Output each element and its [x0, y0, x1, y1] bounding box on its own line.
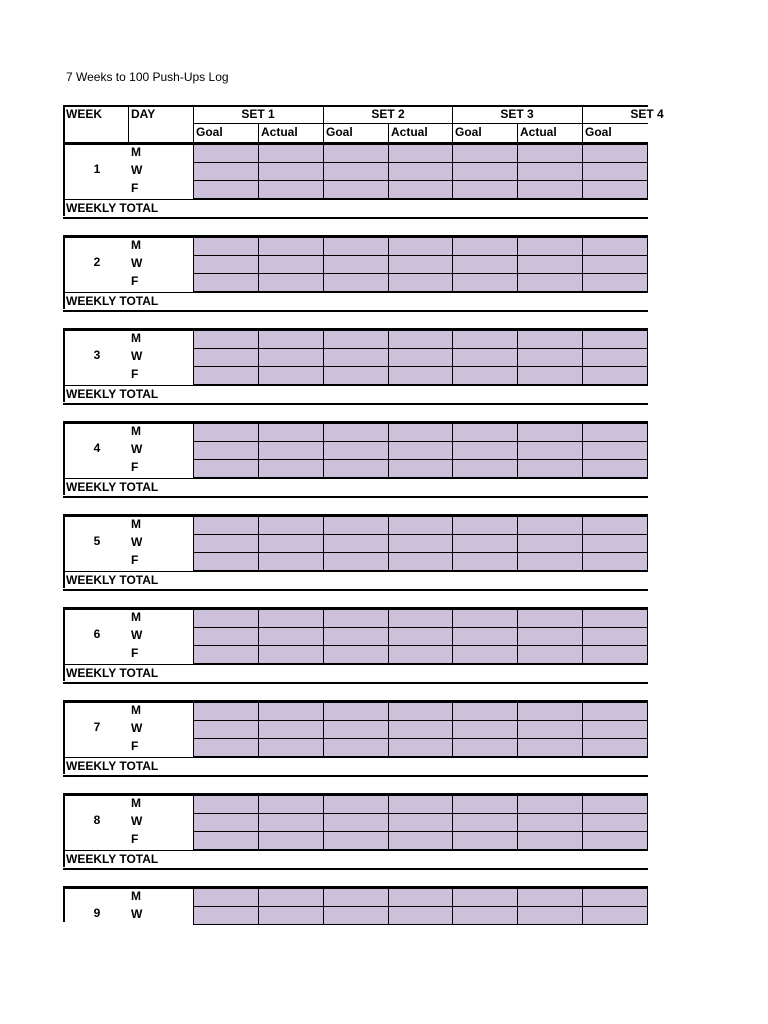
log-cell-week6-m-set4-goal[interactable] [582, 609, 648, 628]
log-cell-week1-f-set1-actual[interactable] [258, 180, 324, 199]
day-label: F [131, 460, 139, 474]
weekly-total-bottom-rule [63, 217, 648, 219]
weekly-total-bottom-rule [63, 496, 648, 498]
day-label: M [131, 703, 141, 717]
log-cell-week3-w-set1-actual[interactable] [258, 348, 324, 367]
weekly-total-bottom-rule [63, 682, 648, 684]
log-cell-week9-w-set3-goal[interactable] [452, 906, 518, 925]
log-cell-week5-m-set2-actual[interactable] [388, 516, 454, 535]
log-cell-week5-m-set1-actual[interactable] [258, 516, 324, 535]
day-label: M [131, 517, 141, 531]
day-label: M [131, 610, 141, 624]
week-block-left-rule [63, 607, 65, 681]
set-header-2: SET 2 [371, 107, 405, 121]
header-week-day-divider [128, 105, 129, 142]
log-cell-week5-w-set3-goal[interactable] [452, 534, 518, 553]
log-cell-week8-f-set1-goal[interactable] [193, 831, 259, 850]
log-cell-week3-f-set4-goal[interactable] [582, 366, 648, 385]
header-subcolumn-divider [517, 123, 518, 142]
day-label: W [131, 628, 143, 642]
day-label: W [131, 907, 143, 921]
log-cell-week2-w-set2-actual[interactable] [388, 255, 454, 274]
log-cell-week4-f-set1-actual[interactable] [258, 459, 324, 478]
log-cell-week5-m-set3-actual[interactable] [517, 516, 583, 535]
log-cell-week8-w-set1-actual[interactable] [258, 813, 324, 832]
log-cell-week2-m-set2-goal[interactable] [323, 237, 389, 256]
day-label: W [131, 535, 143, 549]
log-cell-week1-m-set2-actual[interactable] [388, 144, 454, 163]
log-cell-week1-m-set1-actual[interactable] [258, 144, 324, 163]
weekly-total-bottom-rule [63, 868, 648, 870]
week-number: 4 [93, 441, 101, 455]
log-cell-week5-w-set4-goal[interactable] [582, 534, 648, 553]
log-cell-week2-m-set1-goal[interactable] [193, 237, 259, 256]
log-cell-week8-m-set3-actual[interactable] [517, 795, 583, 814]
log-cell-week2-f-set3-actual[interactable] [517, 273, 583, 292]
log-cell-week2-f-set3-goal[interactable] [452, 273, 518, 292]
weekly-total-label: WEEKLY TOTAL [66, 573, 159, 587]
day-label: M [131, 238, 141, 252]
weekly-total-bottom-rule [63, 403, 648, 405]
day-label: M [131, 889, 141, 903]
log-cell-week1-m-set3-actual[interactable] [517, 144, 583, 163]
log-cell-week1-f-set3-actual[interactable] [517, 180, 583, 199]
day-label: F [131, 646, 139, 660]
log-cell-week8-f-set3-goal[interactable] [452, 831, 518, 850]
page-title: 7 Weeks to 100 Push-Ups Log [66, 70, 229, 84]
subcolumn-header-actual: Actual [261, 125, 298, 139]
week-block-left-rule [63, 235, 65, 309]
log-cell-week7-w-set3-actual[interactable] [517, 720, 583, 739]
log-cell-week6-m-set1-goal[interactable] [193, 609, 259, 628]
log-cell-week2-w-set4-goal[interactable] [582, 255, 648, 274]
log-cell-week3-f-set1-actual[interactable] [258, 366, 324, 385]
header-subcolumn-divider [388, 123, 389, 142]
log-cell-week4-w-set1-goal[interactable] [193, 441, 259, 460]
log-cell-week6-w-set3-goal[interactable] [452, 627, 518, 646]
day-label: W [131, 256, 143, 270]
weekly-total-label: WEEKLY TOTAL [66, 759, 159, 773]
log-cell-week1-w-set2-goal[interactable] [323, 162, 389, 181]
log-cell-week9-w-set2-goal[interactable] [323, 906, 389, 925]
log-cell-week4-f-set2-goal[interactable] [323, 459, 389, 478]
log-cell-week9-w-set1-actual[interactable] [258, 906, 324, 925]
subcolumn-header-goal: Goal [585, 125, 612, 139]
log-cell-week1-m-set3-goal[interactable] [452, 144, 518, 163]
log-cell-week4-w-set2-actual[interactable] [388, 441, 454, 460]
log-cell-week6-f-set3-actual[interactable] [517, 645, 583, 664]
log-cell-week7-f-set1-actual[interactable] [258, 738, 324, 757]
log-cell-week8-f-set1-actual[interactable] [258, 831, 324, 850]
log-cell-week8-f-set2-goal[interactable] [323, 831, 389, 850]
log-cell-week8-w-set4-goal[interactable] [582, 813, 648, 832]
log-cell-week7-m-set3-goal[interactable] [452, 702, 518, 721]
log-cell-week5-w-set2-goal[interactable] [323, 534, 389, 553]
log-cell-week4-f-set4-goal[interactable] [582, 459, 648, 478]
week-number: 7 [93, 720, 101, 734]
log-cell-week4-m-set3-actual[interactable] [517, 423, 583, 442]
log-cell-week5-m-set1-goal[interactable] [193, 516, 259, 535]
log-cell-week6-w-set2-actual[interactable] [388, 627, 454, 646]
log-cell-week6-f-set1-actual[interactable] [258, 645, 324, 664]
log-cell-week2-w-set2-goal[interactable] [323, 255, 389, 274]
log-cell-week2-m-set2-actual[interactable] [388, 237, 454, 256]
log-cell-week3-w-set3-goal[interactable] [452, 348, 518, 367]
log-cell-week6-f-set1-goal[interactable] [193, 645, 259, 664]
log-cell-week1-f-set1-goal[interactable] [193, 180, 259, 199]
log-cell-week3-f-set2-actual[interactable] [388, 366, 454, 385]
log-cell-week8-w-set3-actual[interactable] [517, 813, 583, 832]
log-cell-week5-f-set1-goal[interactable] [193, 552, 259, 571]
log-cell-week6-m-set3-goal[interactable] [452, 609, 518, 628]
week-block-left-rule [63, 793, 65, 867]
set-header-4: SET 4 [630, 107, 664, 121]
log-cell-week7-m-set2-actual[interactable] [388, 702, 454, 721]
weekly-total-label: WEEKLY TOTAL [66, 294, 159, 308]
day-label: F [131, 367, 139, 381]
log-cell-week3-m-set3-actual[interactable] [517, 330, 583, 349]
log-cell-week2-f-set2-actual[interactable] [388, 273, 454, 292]
log-cell-week7-f-set4-goal[interactable] [582, 738, 648, 757]
log-cell-week7-w-set1-goal[interactable] [193, 720, 259, 739]
subcolumn-header-goal: Goal [326, 125, 353, 139]
log-cell-week1-f-set3-goal[interactable] [452, 180, 518, 199]
log-cell-week4-f-set3-goal[interactable] [452, 459, 518, 478]
log-cell-week9-w-set1-goal[interactable] [193, 906, 259, 925]
log-cell-week8-w-set3-goal[interactable] [452, 813, 518, 832]
log-cell-week3-f-set1-goal[interactable] [193, 366, 259, 385]
log-cell-week1-m-set1-goal[interactable] [193, 144, 259, 163]
log-cell-week4-w-set4-goal[interactable] [582, 441, 648, 460]
subcolumn-header-actual: Actual [520, 125, 557, 139]
log-cell-week7-f-set1-goal[interactable] [193, 738, 259, 757]
day-label: F [131, 832, 139, 846]
log-cell-week1-w-set3-actual[interactable] [517, 162, 583, 181]
day-label: F [131, 181, 139, 195]
set-header-3: SET 3 [500, 107, 534, 121]
week-number: 2 [93, 255, 101, 269]
day-label: M [131, 331, 141, 345]
log-cell-week2-w-set1-goal[interactable] [193, 255, 259, 274]
log-cell-week4-m-set2-actual[interactable] [388, 423, 454, 442]
log-cell-week7-m-set3-actual[interactable] [517, 702, 583, 721]
log-cell-week7-m-set1-goal[interactable] [193, 702, 259, 721]
log-cell-week6-w-set3-actual[interactable] [517, 627, 583, 646]
log-cell-week4-m-set1-actual[interactable] [258, 423, 324, 442]
log-cell-week1-w-set2-actual[interactable] [388, 162, 454, 181]
log-cell-week3-m-set4-goal[interactable] [582, 330, 648, 349]
log-cell-week6-m-set2-goal[interactable] [323, 609, 389, 628]
log-cell-week7-m-set1-actual[interactable] [258, 702, 324, 721]
log-cell-week7-w-set2-actual[interactable] [388, 720, 454, 739]
log-cell-week4-m-set3-goal[interactable] [452, 423, 518, 442]
day-label: W [131, 349, 143, 363]
log-cell-week6-f-set2-goal[interactable] [323, 645, 389, 664]
log-cell-week3-f-set3-actual[interactable] [517, 366, 583, 385]
log-cell-week5-w-set2-actual[interactable] [388, 534, 454, 553]
day-label: W [131, 442, 143, 456]
log-cell-week1-w-set1-actual[interactable] [258, 162, 324, 181]
header-left-rule [63, 105, 65, 142]
log-cell-week4-f-set3-actual[interactable] [517, 459, 583, 478]
log-cell-week6-m-set3-actual[interactable] [517, 609, 583, 628]
log-cell-week6-w-set1-actual[interactable] [258, 627, 324, 646]
subcolumn-header-goal: Goal [196, 125, 223, 139]
weekly-total-bottom-rule [63, 589, 648, 591]
log-cell-week5-f-set4-goal[interactable] [582, 552, 648, 571]
log-cell-week7-w-set2-goal[interactable] [323, 720, 389, 739]
log-cell-week3-w-set3-actual[interactable] [517, 348, 583, 367]
log-cell-week9-m-set2-goal[interactable] [323, 888, 389, 907]
log-cell-week2-w-set3-goal[interactable] [452, 255, 518, 274]
log-cell-week5-w-set1-actual[interactable] [258, 534, 324, 553]
week-number: 6 [93, 627, 101, 641]
log-cell-week3-m-set1-goal[interactable] [193, 330, 259, 349]
log-cell-week1-m-set2-goal[interactable] [323, 144, 389, 163]
log-cell-week9-m-set4-goal[interactable] [582, 888, 648, 907]
log-cell-week4-m-set1-goal[interactable] [193, 423, 259, 442]
weekly-total-label: WEEKLY TOTAL [66, 666, 159, 680]
log-cell-week2-w-set1-actual[interactable] [258, 255, 324, 274]
log-cell-week9-m-set2-actual[interactable] [388, 888, 454, 907]
log-cell-week1-m-set4-goal[interactable] [582, 144, 648, 163]
log-cell-week7-f-set3-actual[interactable] [517, 738, 583, 757]
log-cell-week4-w-set3-goal[interactable] [452, 441, 518, 460]
log-cell-week5-w-set1-goal[interactable] [193, 534, 259, 553]
log-cell-week2-m-set4-goal[interactable] [582, 237, 648, 256]
log-cell-week6-f-set3-goal[interactable] [452, 645, 518, 664]
week-block-left-rule [63, 328, 65, 402]
log-cell-week2-w-set3-actual[interactable] [517, 255, 583, 274]
log-cell-week8-f-set3-actual[interactable] [517, 831, 583, 850]
log-cell-week6-w-set1-goal[interactable] [193, 627, 259, 646]
log-cell-week5-m-set2-goal[interactable] [323, 516, 389, 535]
log-cell-week7-w-set1-actual[interactable] [258, 720, 324, 739]
weekly-total-bottom-rule [63, 310, 648, 312]
log-cell-week6-m-set1-actual[interactable] [258, 609, 324, 628]
log-cell-week5-w-set3-actual[interactable] [517, 534, 583, 553]
week-header: WEEK [66, 107, 102, 121]
week-number: 8 [93, 813, 101, 827]
log-cell-week7-f-set2-goal[interactable] [323, 738, 389, 757]
set-header-1: SET 1 [241, 107, 275, 121]
week-block-left-rule [63, 421, 65, 495]
log-cell-week6-f-set4-goal[interactable] [582, 645, 648, 664]
log-cell-week3-w-set4-goal[interactable] [582, 348, 648, 367]
log-cell-week1-f-set4-goal[interactable] [582, 180, 648, 199]
weekly-total-label: WEEKLY TOTAL [66, 852, 159, 866]
log-cell-week8-f-set4-goal[interactable] [582, 831, 648, 850]
log-cell-week9-m-set1-actual[interactable] [258, 888, 324, 907]
log-cell-week4-w-set3-actual[interactable] [517, 441, 583, 460]
log-cell-week7-m-set4-goal[interactable] [582, 702, 648, 721]
log-cell-week4-f-set2-actual[interactable] [388, 459, 454, 478]
log-cell-week3-w-set2-actual[interactable] [388, 348, 454, 367]
log-cell-week7-f-set2-actual[interactable] [388, 738, 454, 757]
log-cell-week1-w-set4-goal[interactable] [582, 162, 648, 181]
log-cell-week2-m-set1-actual[interactable] [258, 237, 324, 256]
log-cell-week4-w-set2-goal[interactable] [323, 441, 389, 460]
day-header: DAY [131, 107, 156, 121]
day-label: F [131, 553, 139, 567]
subcolumn-header-actual: Actual [391, 125, 428, 139]
log-cell-week9-w-set2-actual[interactable] [388, 906, 454, 925]
week-number: 1 [93, 162, 101, 176]
week-number: 3 [93, 348, 101, 362]
day-label: W [131, 163, 143, 177]
log-cell-week4-m-set4-goal[interactable] [582, 423, 648, 442]
log-cell-week5-f-set2-actual[interactable] [388, 552, 454, 571]
log-cell-week3-m-set3-goal[interactable] [452, 330, 518, 349]
log-cell-week8-m-set1-goal[interactable] [193, 795, 259, 814]
log-cell-week1-w-set1-goal[interactable] [193, 162, 259, 181]
log-cell-week5-f-set3-goal[interactable] [452, 552, 518, 571]
week-block-left-rule [63, 886, 65, 922]
day-label: F [131, 739, 139, 753]
log-cell-week9-m-set3-actual[interactable] [517, 888, 583, 907]
log-cell-week3-m-set2-actual[interactable] [388, 330, 454, 349]
log-cell-week9-w-set3-actual[interactable] [517, 906, 583, 925]
log-cell-week9-m-set3-goal[interactable] [452, 888, 518, 907]
subcolumn-header-goal: Goal [455, 125, 482, 139]
weekly-total-label: WEEKLY TOTAL [66, 387, 159, 401]
log-cell-week8-m-set2-actual[interactable] [388, 795, 454, 814]
log-cell-week8-f-set2-actual[interactable] [388, 831, 454, 850]
log-cell-week7-m-set2-goal[interactable] [323, 702, 389, 721]
log-cell-week5-f-set1-actual[interactable] [258, 552, 324, 571]
log-cell-week4-f-set1-goal[interactable] [193, 459, 259, 478]
day-label: M [131, 424, 141, 438]
log-cell-week3-m-set2-goal[interactable] [323, 330, 389, 349]
log-cell-week9-w-set4-goal[interactable] [582, 906, 648, 925]
log-cell-week2-f-set1-actual[interactable] [258, 273, 324, 292]
log-cell-week8-w-set2-goal[interactable] [323, 813, 389, 832]
log-cell-week8-w-set1-goal[interactable] [193, 813, 259, 832]
log-cell-week4-m-set2-goal[interactable] [323, 423, 389, 442]
log-cell-week7-w-set3-goal[interactable] [452, 720, 518, 739]
log-cell-week4-w-set1-actual[interactable] [258, 441, 324, 460]
log-cell-week3-w-set2-goal[interactable] [323, 348, 389, 367]
log-cell-week2-f-set1-goal[interactable] [193, 273, 259, 292]
weekly-total-bottom-rule [63, 775, 648, 777]
log-cell-week8-m-set3-goal[interactable] [452, 795, 518, 814]
log-cell-week1-f-set2-goal[interactable] [323, 180, 389, 199]
log-cell-week5-m-set3-goal[interactable] [452, 516, 518, 535]
log-cell-week5-m-set4-goal[interactable] [582, 516, 648, 535]
log-cell-week8-m-set2-goal[interactable] [323, 795, 389, 814]
push-up-log-table [62, 104, 664, 922]
weekly-total-label: WEEKLY TOTAL [66, 201, 159, 215]
log-cell-week3-f-set2-goal[interactable] [323, 366, 389, 385]
week-number: 9 [93, 906, 101, 920]
log-cell-week3-m-set1-actual[interactable] [258, 330, 324, 349]
day-label: M [131, 145, 141, 159]
log-cell-week8-w-set2-actual[interactable] [388, 813, 454, 832]
header-subcolumn-divider [258, 123, 259, 142]
day-label: W [131, 814, 143, 828]
log-cell-week7-w-set4-goal[interactable] [582, 720, 648, 739]
log-cell-week1-f-set2-actual[interactable] [388, 180, 454, 199]
log-cell-week6-m-set2-actual[interactable] [388, 609, 454, 628]
log-cell-week7-f-set3-goal[interactable] [452, 738, 518, 757]
day-label: M [131, 796, 141, 810]
log-cell-week8-m-set4-goal[interactable] [582, 795, 648, 814]
log-cell-week9-m-set1-goal[interactable] [193, 888, 259, 907]
week-number: 5 [93, 534, 101, 548]
week-block-left-rule [63, 700, 65, 774]
weekly-total-label: WEEKLY TOTAL [66, 480, 159, 494]
log-cell-week5-f-set2-goal[interactable] [323, 552, 389, 571]
log-cell-week5-f-set3-actual[interactable] [517, 552, 583, 571]
log-cell-week2-m-set3-actual[interactable] [517, 237, 583, 256]
log-cell-week6-w-set4-goal[interactable] [582, 627, 648, 646]
day-label: F [131, 274, 139, 288]
log-cell-week6-f-set2-actual[interactable] [388, 645, 454, 664]
log-cell-week6-w-set2-goal[interactable] [323, 627, 389, 646]
week-block-left-rule [63, 514, 65, 588]
log-cell-week2-m-set3-goal[interactable] [452, 237, 518, 256]
log-cell-week3-f-set3-goal[interactable] [452, 366, 518, 385]
log-cell-week2-f-set2-goal[interactable] [323, 273, 389, 292]
log-cell-week1-w-set3-goal[interactable] [452, 162, 518, 181]
log-cell-week3-w-set1-goal[interactable] [193, 348, 259, 367]
log-cell-week2-f-set4-goal[interactable] [582, 273, 648, 292]
week-block-left-rule [63, 142, 65, 216]
day-label: W [131, 721, 143, 735]
log-cell-week8-m-set1-actual[interactable] [258, 795, 324, 814]
